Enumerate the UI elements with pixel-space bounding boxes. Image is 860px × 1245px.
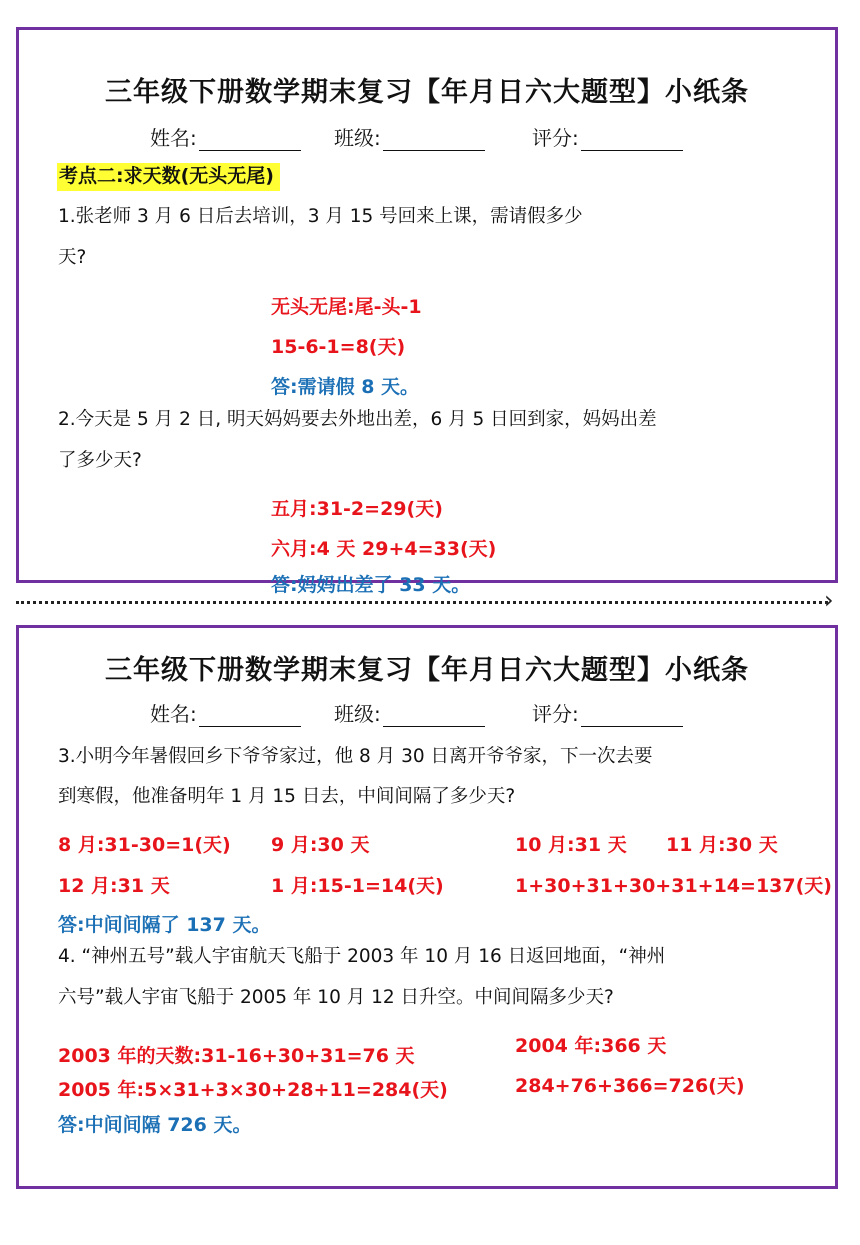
question-3-line-2: 到寒假，他准备明年 1 月 15 日去，中间间隔了多少天? (58, 786, 516, 807)
answer-1-final: 答:需请假 8 天。 (271, 376, 420, 398)
answer-3-jan: 1 月:15-1=14(天) (271, 875, 444, 897)
class-label: 班级: (334, 126, 381, 150)
answer-3-final: 答:中间间隔了 137 天。 (58, 914, 271, 936)
answer-3-oct: 10 月:31 天 (515, 834, 627, 856)
arrow-right-icon: › (824, 586, 834, 614)
score-label: 评分: (532, 702, 579, 726)
score-blank[interactable] (581, 130, 683, 151)
answer-4-total: 284+76+366=726(天) (515, 1075, 745, 1097)
score-field[interactable] (532, 122, 683, 151)
section-tag: 考点二:求天数(无头无尾) (57, 163, 280, 191)
worksheet-card-2 (16, 625, 838, 1189)
name-field[interactable] (150, 122, 301, 151)
name-field[interactable] (150, 698, 301, 727)
name-label: 姓名: (150, 126, 197, 150)
class-blank[interactable] (383, 706, 485, 727)
name-blank[interactable] (199, 130, 301, 151)
answer-4-2004: 2004 年:366 天 (515, 1035, 667, 1057)
answer-4-2005: 2005 年:5×31+3×30+28+11=284(天) (58, 1079, 448, 1101)
score-blank[interactable] (581, 706, 683, 727)
question-4-line-1: 4. “神州五号”载人宇宙航天飞船于 2003 年 10 月 16 日返回地面，“神州 (58, 946, 666, 967)
class-label: 班级: (334, 702, 381, 726)
answer-2-final-cut: 答:妈妈出差了 33 天。 (271, 574, 471, 596)
class-blank[interactable] (383, 130, 485, 151)
question-3-line-1: 3.小明今年暑假回乡下爷爷家过，他 8 月 30 日离开爷爷家，下一次去要 (58, 746, 653, 767)
score-field[interactable] (532, 698, 683, 727)
answer-3-sum: 1+30+31+30+31+14=137(天) (515, 875, 832, 897)
card-title: 三年级下册数学期末复习【年月日六大题型】小纸条 (105, 655, 749, 686)
worksheet-card-1 (16, 27, 838, 596)
question-2-line-2: 了多少天? (58, 450, 142, 471)
class-field[interactable] (334, 122, 485, 151)
question-1-line-1: 1.张老师 3 月 6 日后去培训，3 月 15 号回来上课，需请假多少 (58, 206, 583, 227)
answer-2-may: 五月:31-2=29(天) (271, 498, 443, 520)
question-2-line-1: 2.今天是 5 月 2 日, 明天妈妈要去外地出差，6 月 5 日回到家，妈妈出差 (58, 409, 657, 430)
question-1-line-2: 天? (58, 247, 87, 268)
answer-1-rule: 无头无尾:尾-头-1 (271, 296, 422, 318)
answer-2-june: 六月:4 天 29+4=33(天) (271, 538, 497, 560)
score-label: 评分: (532, 126, 579, 150)
name-blank[interactable] (199, 706, 301, 727)
dotted-divider (16, 601, 828, 604)
answer-3-nov: 11 月:30 天 (666, 834, 778, 856)
answer-4-2003: 2003 年的天数:31-16+30+31=76 天 (58, 1045, 415, 1067)
answer-3-sep: 9 月:30 天 (271, 834, 370, 856)
question-4-line-2: 六号”载人宇宙飞船于 2005 年 10 月 12 日升空。中间间隔多少天? (58, 987, 614, 1008)
answer-3-dec: 12 月:31 天 (58, 875, 170, 897)
answer-1-calc: 15-6-1=8(天) (271, 336, 406, 358)
answer-4-final: 答:中间间隔 726 天。 (58, 1114, 252, 1136)
card-title: 三年级下册数学期末复习【年月日六大题型】小纸条 (105, 77, 749, 108)
name-label: 姓名: (150, 702, 197, 726)
answer-3-aug: 8 月:31-30=1(天) (58, 834, 231, 856)
class-field[interactable] (334, 698, 485, 727)
